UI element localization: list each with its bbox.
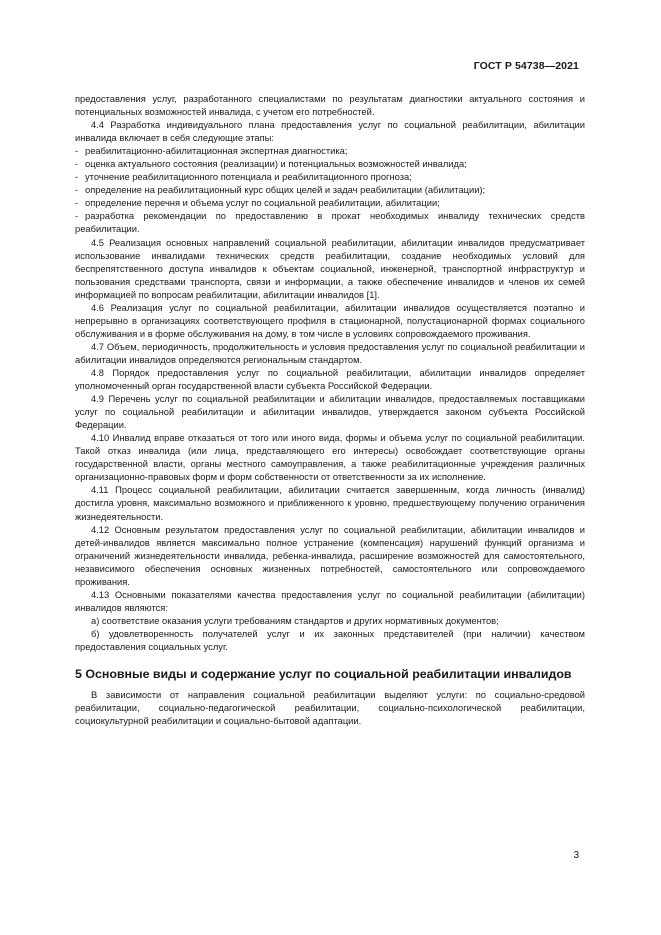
list-item: - оценка актуального состояния (реализации) и потенциальных возможностей инвалида; [75, 159, 467, 170]
paragraph-4-12: 4.12 Основным результатом предоставления услуг по социальной реабилитации, абилитации инвалидов и детей-инвалидов является максимально полное устранение (компенсация) нарушений функций организма и ограничений жизнедеятельности инвалида, ребенка-инвалида, расширение возможностей для самостоятельного, независимого обеспечения основных жизненных потребностей, самостоятельного или сопровождаемого проживания. [75, 524, 585, 587]
list-item: - разработка рекомендации по предоставлению в прокат необходимых инвалиду технических средств реабилитации. [75, 211, 585, 235]
paragraph-4-11: 4.11 Процесс социальной реабилитации, абилитации считается завершенным, когда личность (инвалид) достигла уровня, максимально возможного и приближенного к уровню, предшествующему получению ограничения жизнедеятельности. [75, 485, 585, 522]
list-item: - уточнение реабилитационного потенциала и реабилитационного прогноза; [75, 172, 412, 183]
list-item: - определение перечня и объема услуг по социальной реабилитации, абилитации; [75, 198, 440, 209]
document-number: ГОСТ Р 54738—2021 [473, 60, 579, 72]
paragraph-4-7: 4.7 Объем, периодичность, продолжительность и условия предоставления услуг по социальной реабилитации и абилитации инвалидов определяются региональным стандартом. [75, 341, 585, 365]
paragraph-4-9: 4.9 Перечень услуг по социальной реабилитации и абилитации инвалидов, предоставляемых поставщиками услуг по социальной реабилитации и абилитации инвалидов, утверждается законом субъекта Российской Федерации. [75, 394, 585, 431]
page-number: 3 [573, 850, 579, 861]
paragraph-4-8: 4.8 Порядок предоставления услуг по социальной реабилитации, абилитации инвалидов определяет уполномоченный орган государственной власти субъекта Российской Федерации. [75, 367, 585, 392]
paragraph-4-13: 4.13 Основными показателями качества предоставления услуг по социальной реабилитации (абилитации) инвалидов являются: [75, 589, 585, 613]
list-item: а) соответствие оказания услуги требованиям стандартов и других нормативных документов; [91, 615, 499, 626]
paragraph-4-5: 4.5 Реализация основных направлений социальной реабилитации, абилитации инвалидов предусматривает использование инвалидами технических средств реабилитации, создание необходимых условий для беспрепятственного доступа инвалидов к объектам социальной, инженерной, транспортной инфраструктур и пользования средствами транспорта, связи и информации, а также обеспечение инвалидов и членов их семей информацией по вопросам реабилитации, абилитации инвалидов [1]. [75, 237, 585, 300]
list-item: - определение на реабилитационный курс общих целей и задач реабилитации (абилитации); [75, 185, 486, 196]
paragraph-4-4: 4.4 Разработка индивидуального плана предоставления услуг по социальной реабилитации, абилитации инвалида включает в себя следующие этапы: [75, 120, 585, 144]
list-item: - реабилитационно-абилитационная экспертная диагностика; [75, 146, 348, 157]
stage-list [75, 145, 585, 236]
section-5-title: 5 Основные виды и содержание услуг по социальной реабилитации инвалидов [75, 667, 572, 682]
section-5-paragraph: В зависимости от направления социальной реабилитации выделяют услуги: по социально-средовой реабилитации, социально-педагогической реабилитации, социально-психологической реабилитации, социокультурной реабилитации и социально-бытовой адаптации. [75, 690, 585, 727]
continuation-paragraph: предоставления услуг, разработанного специалистами по результатам диагностики актуального состояния и потенциальных возможностей инвалида, с учетом его потребностей. [75, 94, 585, 118]
paragraph-4-10: 4.10 Инвалид вправе отказаться от того или иного вида, формы и объема услуг по социальной реабилитации. Такой отказ инвалида (или лица, представляющего его интересы) освобождает соответствующие органы государственной власти, органы местного самоуправления, а также реабилитационные учреждения различных организационно-правовых форм и форм собственности от ответственности за их исполнение. [75, 433, 585, 483]
list-item: б) удовлетворенность получателей услуг и их законных представителей (при наличии) качеством предоставления социальных услуг. [75, 628, 585, 652]
page-body [75, 93, 585, 728]
paragraph-4-6: 4.6 Реализация услуг по социальной реабилитации, абилитации инвалидов осуществляется поэтапно и непрерывно в организациях соответствующего профиля в стационарной, полустационарной формах социального обслуживания и в форме обслуживания на дому, в том числе в условиях сопровождаемого проживания. [75, 302, 585, 339]
